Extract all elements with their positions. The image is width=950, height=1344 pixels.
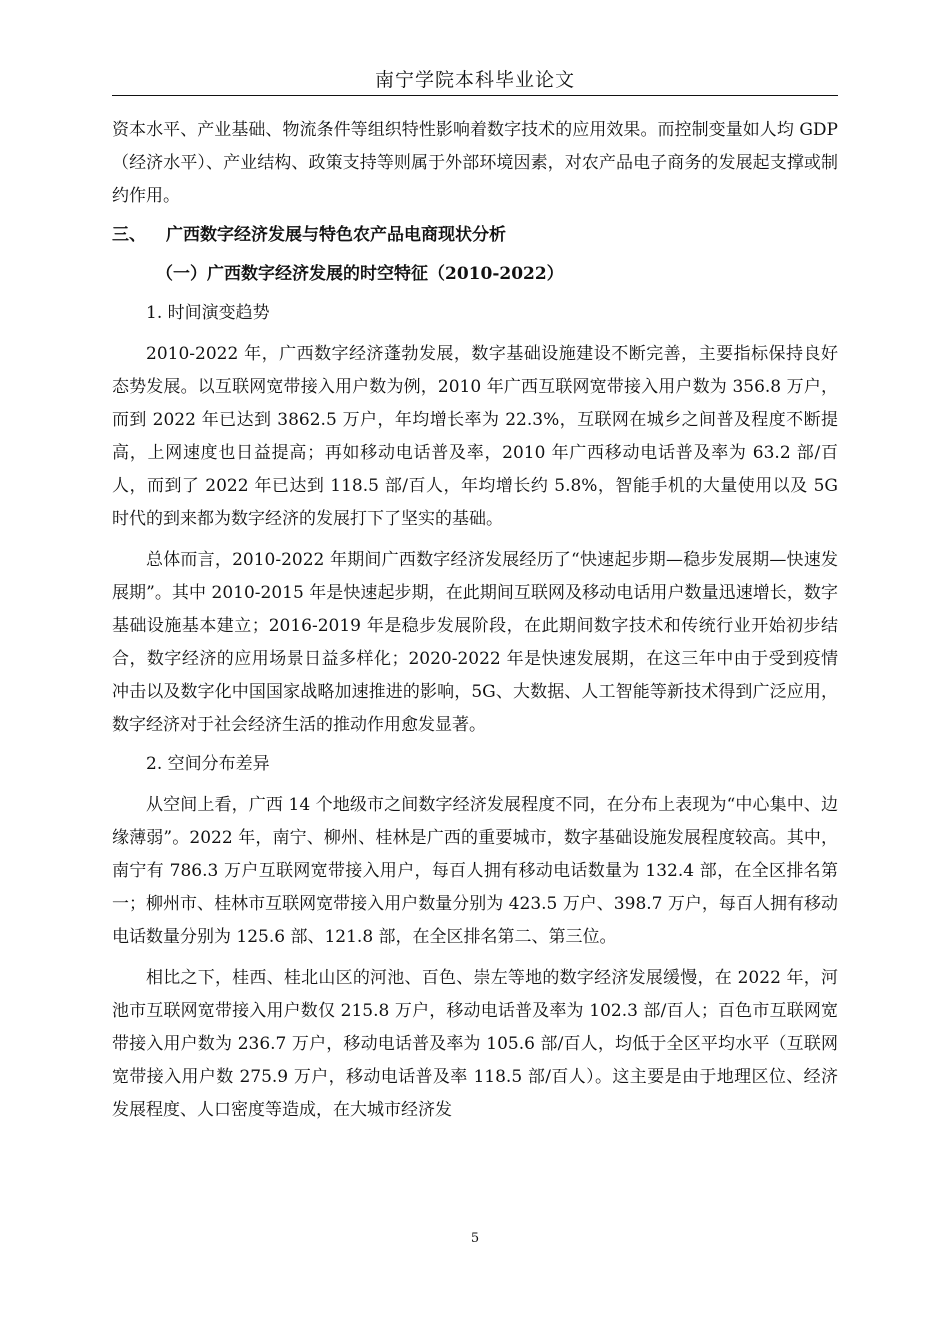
- section-heading: [112, 219, 838, 252]
- paragraph-continuation: 资本水平、产业基础、物流条件等组织特性影响着数字技术的应用效果。而控制变量如人均 GDP（经济水平）、产业结构、政策支持等则属于外部环境因素，对农产品电子商务的发展起支撑或制约作用。: [112, 120, 838, 206]
- paragraph-gap: [112, 954, 838, 962]
- header-rule: [112, 95, 838, 96]
- document-body: [112, 114, 838, 1127]
- item-heading-time-trend: 1. 时间演变趋势: [146, 303, 270, 323]
- subsection-heading: （一）广西数字经济发展的时空特征（2010-2022）: [156, 264, 564, 284]
- running-header: 南宁学院本科毕业论文: [374, 69, 575, 91]
- paragraph-gap: [112, 536, 838, 544]
- section-title: 广西数字经济发展与特色农产品电商现状分析: [166, 225, 506, 245]
- paragraph-regional-comparison: 相比之下，桂西、桂北山区的河池、百色、崇左等地的数字经济发展缓慢，在 2022 年，河池市互联网宽带接入用户数仅 215.8 万户，移动电话普及率为 102.3 部/百人；百色市互联网宽带接入用户数为 236.7 万户，移动电话普及率为 105.6 部/百人，均低于全区平均水平（互联网宽带接入用户数 275.9 万户，移动电话普及率 118.5 部/百人）。这主要是由于地理区位、经济发展程度、人口密度等造成，在大城市经济发: [112, 968, 838, 1120]
- page-number: 5: [470, 1231, 480, 1246]
- item-heading-spatial: 2. 空间分布差异: [146, 754, 270, 774]
- paragraph-development-stages: 总体而言，2010-2022 年期间广西数字经济发展经历了“快速起步期—稳步发展期—快速发展期”。其中 2010-2015 年是快速起步期，在此期间互联网及移动电话用户数量迅速增长，数字基础设施基本建立；2016-2019 年是稳步发展阶段，在此期间数字技术和传统行业开始初步结合，数字经济的应用场景日益多样化；2020-2022 年是快速发展期，在这三年中由于受到疫情冲击以及数字化中国国家战略加速推进的影响，5G、大数据、人工智能等新技术得到广泛应用，数字经济对于社会经济生活的推动作用愈发显著。: [112, 550, 838, 735]
- paragraph-time-trend: 2010-2022 年，广西数字经济蓬勃发展，数字基础设施建设不断完善，主要指标保持良好态势发展。以互联网宽带接入用户数为例，2010 年广西互联网宽带接入用户数为 356.8 万户，而到 2022 年已达到 3862.5 万户，年均增长率为 22.3%，互联网在城乡之间普及程度不断提高，上网速度也日益提高；再如移动电话普及率，2010 年广西移动电话普及率为 63.2 部/百人，而到了 2022 年已达到 118.5 部/百人，年均增长约 5.8%，智能手机的大量使用以及 5G 时代的到来都为数字经济的发展打下了坚实的基础。: [112, 344, 838, 529]
- paragraph-spatial-distribution: 从空间上看，广西 14 个地级市之间数字经济发展程度不同，在分布上表现为“中心集中、边缘薄弱”。2022 年，南宁、柳州、桂林是广西的重要城市，数字基础设施发展程度较高。其中，南宁有 786.3 万户互联网宽带接入用户，每百人拥有移动电话数量为 132.4 部，在全区排名第一；柳州市、桂林市互联网宽带接入用户数量分别为 423.5 万户、398.7 万户，每百人拥有移动电话数量分别为 125.6 部、121.8 部，在全区排名第二、第三位。: [112, 795, 838, 947]
- section-number: 三、: [112, 225, 146, 245]
